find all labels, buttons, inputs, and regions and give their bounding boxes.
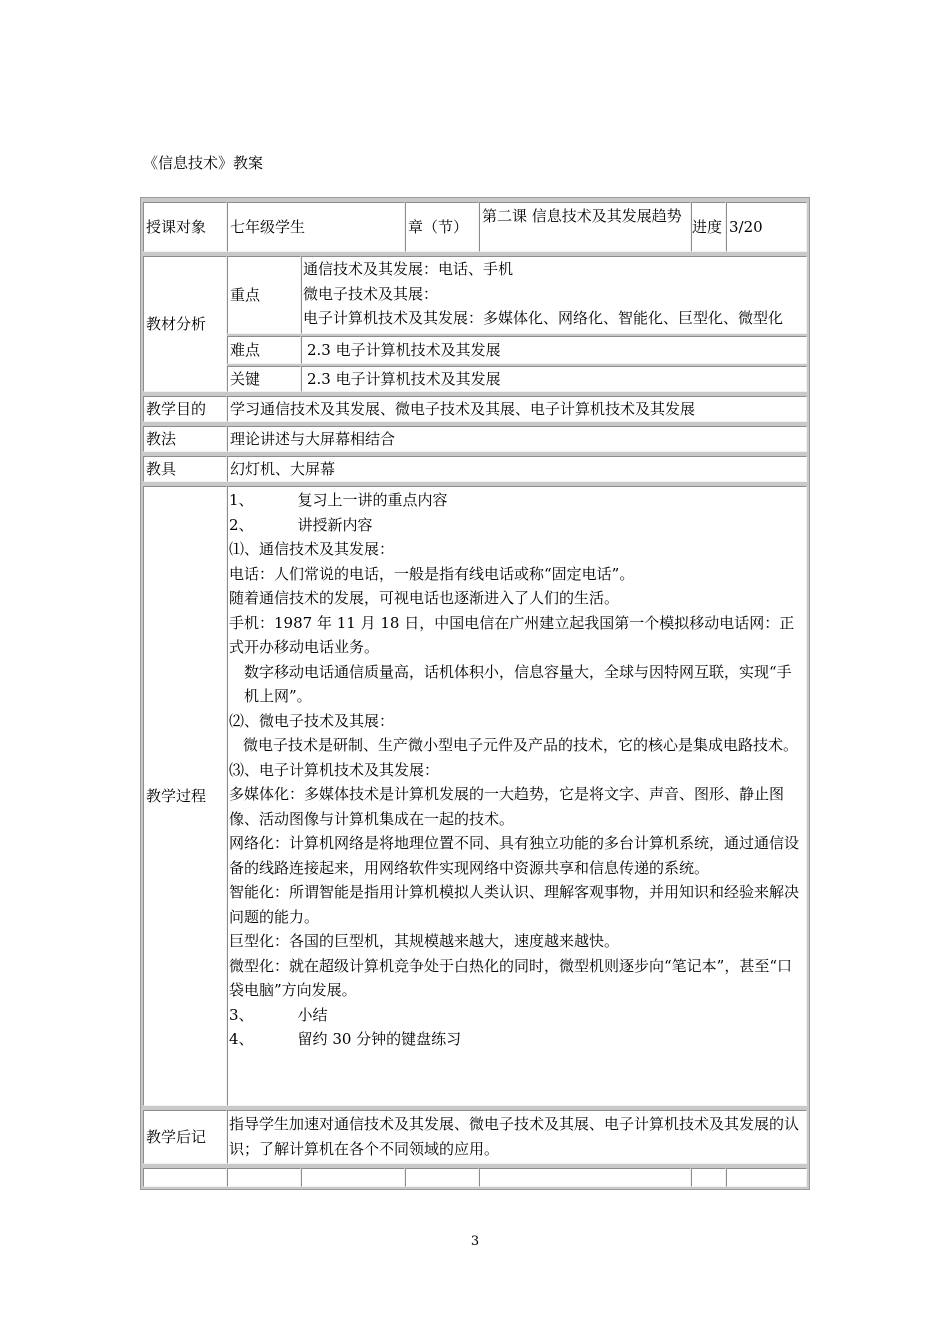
chapter-label: 章（节） <box>405 202 479 252</box>
empty-cell <box>691 1168 726 1187</box>
empty-cell <box>479 1168 691 1187</box>
key-value: 2.3 电子计算机技术及其发展 <box>301 366 807 392</box>
objective-label: 教学目的 <box>143 396 227 422</box>
key-points-label: 重点 <box>227 256 301 334</box>
progress-label: 进度 <box>691 202 726 252</box>
paragraph: 随着通信技术的发展，可视电话也逐渐进入了人们的生活。 <box>229 589 620 607</box>
tools-value: 幻灯机、大屏幕 <box>227 456 807 482</box>
method-label: 教法 <box>143 426 227 452</box>
process-content <box>227 486 807 1106</box>
section-title: ⑵、微电子技术及其展： <box>229 711 395 730</box>
chapter-value: 第二课 信息技术及其发展趋势 <box>479 202 691 252</box>
objective-value: 学习通信技术及其发展、微电子技术及其展、电子计算机技术及其发展 <box>227 396 807 422</box>
audience-value: 七年级学生 <box>227 202 405 252</box>
paragraph: 多媒体化：多媒体技术是计算机发展的一大趋势，它是将文字、声音、图形、静止图像、活动图像与计算机集成在一起的技术。 <box>229 785 785 828</box>
paragraph: 微型化：就在超级计算机竞争处于白热化的同时，微型机则逐步向“笔记本”，甚至“口袋电脑”方向发展。 <box>229 956 793 999</box>
key-label: 关键 <box>227 366 301 392</box>
audience-label: 授课对象 <box>143 202 227 252</box>
difficulty-label: 难点 <box>227 336 301 364</box>
tools-label: 教具 <box>143 456 227 482</box>
document-title: 《信息技术》教案 <box>143 154 264 172</box>
empty-cell <box>405 1168 479 1187</box>
paragraph: 手机：1987 年 11 月 18 日，中国电信在广州建立起我国第一个模拟移动电话网：正式开办移动电话业务。 <box>229 613 795 656</box>
empty-cell <box>726 1168 807 1187</box>
paragraph: 智能化：所谓智能是指用计算机模拟人类认识、理解客观事物，并用知识和经验来解决问题的能力。 <box>229 883 800 926</box>
difficulty-value: 2.3 电子计算机技术及其发展 <box>301 336 807 364</box>
method-value: 理论讲述与大屏幕相结合 <box>227 426 807 452</box>
lesson-plan-table <box>140 197 810 1190</box>
paragraph: 微电子技术是研制、生产微小型电子元件及产品的技术，它的核心是集成电路技术。 <box>243 736 799 754</box>
process-item-3: 3、 小结 <box>229 1005 328 1024</box>
key-points-cell <box>301 256 807 334</box>
empty-cell <box>301 1168 405 1187</box>
paragraph: 网络化：计算机网络是将地理位置不同、具有独立功能的多台计算机系统，通过通信设备的线路连接起来，用网络软件实现网络中资源共享和信息传递的系统。 <box>229 834 800 877</box>
postscript-label: 教学后记 <box>143 1110 227 1164</box>
key-point-line: 电子计算机技术及其发展：多媒体化、网络化、智能化、巨型化、微型化 <box>303 309 784 327</box>
materials-label: 教材分析 <box>143 256 227 392</box>
paragraph: 数字移动电话通信质量高，话机体积小，信息容量大，全球与因特网互联，实现“手机上网”。 <box>244 662 792 705</box>
key-point-line: 通信技术及其发展：电话、手机 <box>303 260 514 278</box>
process-item-4: 4、 留约 30 分钟的键盘练习 <box>229 1030 462 1048</box>
progress-value: 3/20 <box>726 202 807 252</box>
page-number: 3 <box>470 1234 480 1249</box>
process-item-1: 1、 复习上一讲的重点内容 <box>229 491 448 509</box>
key-point-line: 微电子技术及其展： <box>303 284 439 303</box>
process-item-2: 2、 讲授新内容 <box>229 515 373 534</box>
empty-cell <box>227 1168 301 1187</box>
empty-cell <box>143 1168 227 1187</box>
paragraph: 巨型化：各国的巨型机，其规模越来越大，速度越来越快。 <box>229 932 620 950</box>
section-title: ⑶、电子计算机技术及其发展： <box>229 760 440 779</box>
paragraph: 电话：人们常说的电话，一般是指有线电话或称“固定电话”。 <box>229 564 635 583</box>
section-title: ⑴、通信技术及其发展： <box>229 540 395 558</box>
postscript-value: 指导学生加速对通信技术及其发展、微电子技术及其展、电子计算机技术及其发展的认识；了解计算机在各个不同领域的应用。 <box>227 1110 807 1164</box>
process-label: 教学过程 <box>143 486 227 1106</box>
